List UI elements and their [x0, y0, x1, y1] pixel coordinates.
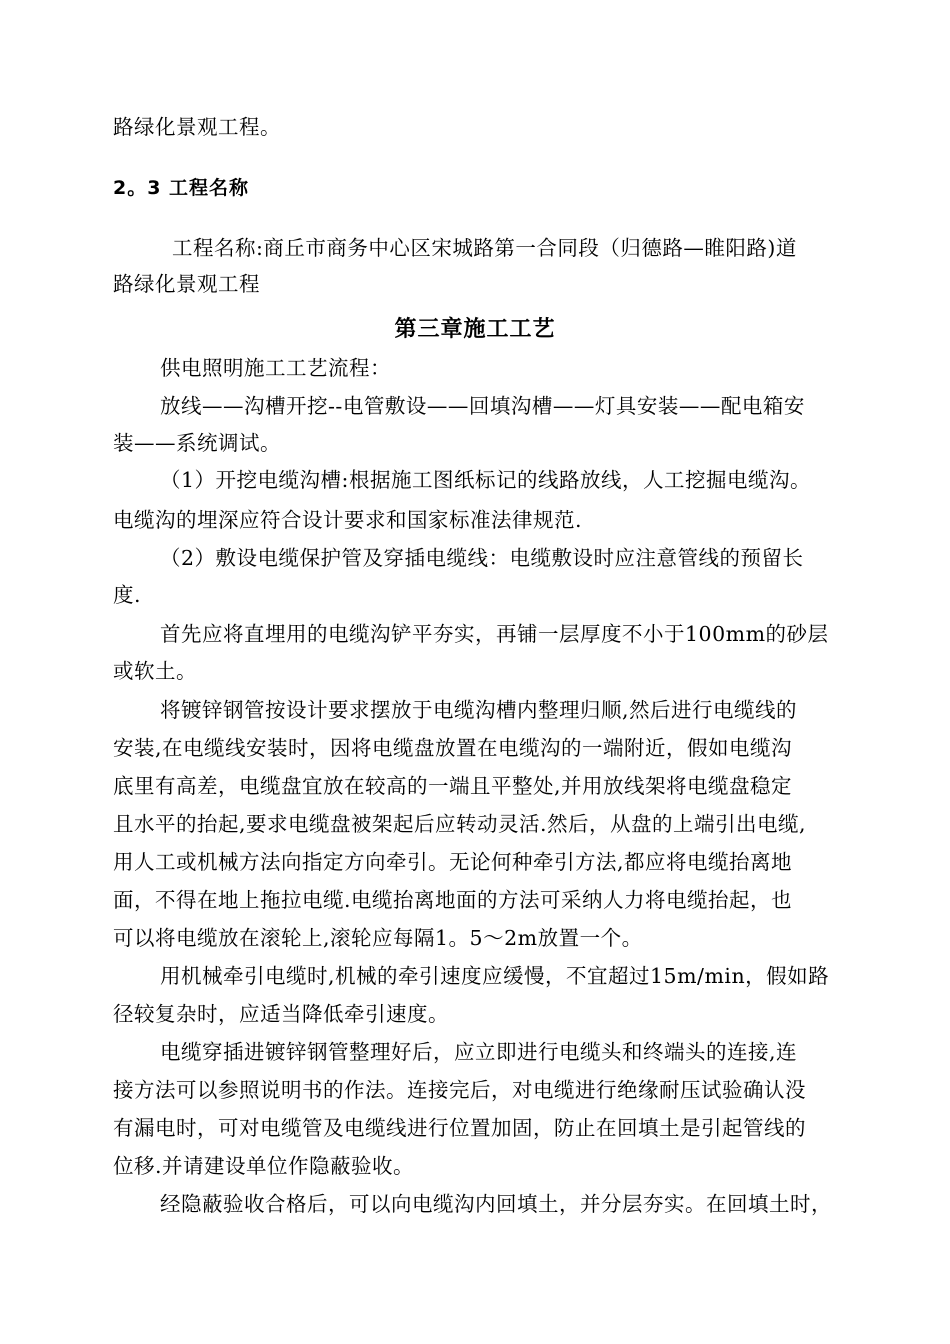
text-line: 有漏电时，可对电缆管及电缆线进行位置加固，防止在回填土是引起管线的 — [113, 1116, 806, 1140]
text-line: 电缆穿插进镀锌钢管整理好后，应立即进行电缆头和终端头的连接,连 — [160, 1040, 798, 1064]
text-line: 路绿化景观工程 — [113, 272, 260, 296]
text-line: 位移.并请建设单位作隐蔽验收。 — [113, 1154, 415, 1178]
text-line: 度. — [113, 583, 142, 607]
text-line: 装——系统调试。 — [113, 431, 281, 455]
text-line: 可以将电缆放在滚轮上,滚轮应每隔1。5～2m放置一个。 — [113, 926, 643, 950]
text-line: 工程名称:商丘市商务中心区宋城路第一合同段（归德路—睢阳路)道 — [172, 236, 797, 260]
text-line: 用机械牵引电缆时,机械的牵引速度应缓慢，不宜超过15m/min，假如路 — [160, 964, 830, 988]
text-line: 首先应将直埋用的电缆沟铲平夯实，再铺一层厚度不小于100mm的砂层 — [160, 622, 829, 646]
text-line: 安装,在电缆线安装时，因将电缆盘放置在电缆沟的一端附近，假如电缆沟 — [113, 736, 793, 760]
text-line: 经隐蔽验收合格后，可以向电缆沟内回填土，并分层夯实。在回填土时， — [160, 1192, 832, 1216]
chapter-title: 第三章施工工艺 — [394, 317, 556, 342]
text-line: 且水平的抬起,要求电缆盘被架起后应转动灵活.然后，从盘的上端引出电缆, — [113, 812, 807, 836]
text-line: 电缆沟的埋深应符合设计要求和国家标准法律规范. — [113, 508, 583, 532]
text-line: 供电照明施工工艺流程： — [160, 356, 391, 380]
text-line: 用人工或机械方法向指定方向牵引。无论何种牵引方法,都应将电缆抬离地 — [113, 850, 793, 874]
text-line: 或软土。 — [113, 659, 197, 683]
text-line: 放线——沟槽开挖--电管敷设——回填沟槽——灯具安装——配电箱安 — [160, 394, 805, 418]
text-line: 将镀锌钢管按设计要求摆放于电缆沟槽内整理归顺,然后进行电缆线的 — [160, 698, 798, 722]
text-line: 路绿化景观工程。 — [113, 115, 281, 139]
text-line: 接方法可以参照说明书的作法。连接完后，对电缆进行绝缘耐压试验确认没 — [113, 1078, 806, 1102]
text-line: 底里有高差，电缆盘宜放在较高的一端且平整处,并用放线架将电缆盘稳定 — [113, 774, 793, 798]
text-line: （2）敷设电缆保护管及穿插电缆线：电缆敷设时应注意管线的预留长 — [160, 546, 804, 570]
text-line: 面，不得在地上拖拉电缆.电缆抬离地面的方法可采纳人力将电缆抬起，也 — [113, 888, 793, 912]
section-heading: 2。3 工程名称 — [113, 177, 250, 199]
text-line: 径较复杂时，应适当降低牵引速度。 — [113, 1002, 449, 1026]
text-line: （1）开挖电缆沟槽:根据施工图纸标记的线路放线，人工挖掘电缆沟。 — [160, 468, 811, 492]
